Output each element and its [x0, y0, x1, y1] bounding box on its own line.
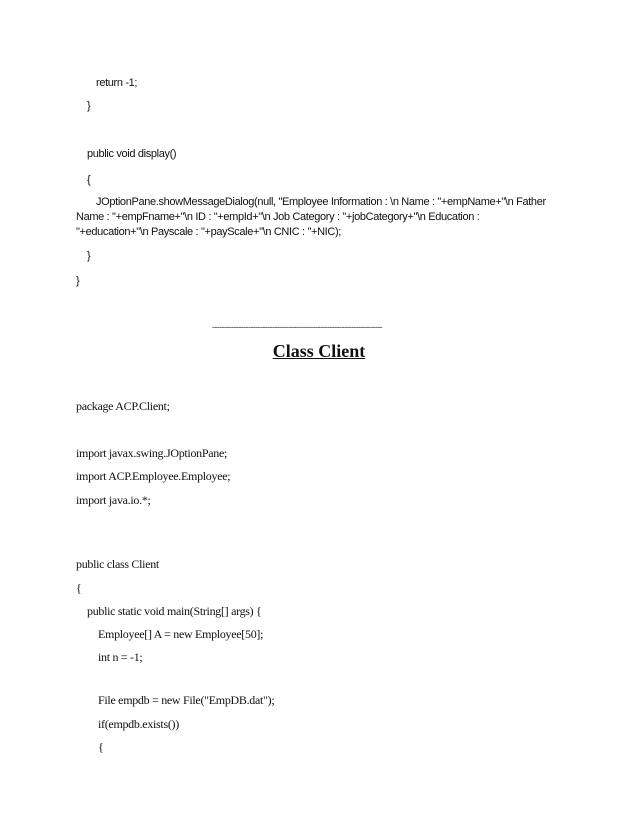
- code-line: File empdb = new File("EmpDB.dat");: [98, 693, 275, 707]
- code-line: import ACP.Employee.Employee;: [76, 469, 231, 483]
- code-line: package ACP.Client;: [76, 399, 170, 413]
- code-line: {: [98, 740, 104, 754]
- code-line: public static void main(String[] args) {: [87, 604, 262, 618]
- section-heading: Class Client: [272, 341, 366, 361]
- code-line: "+education+"\n Payscale : "+payScale+"\n CNIC : "+NIC);: [76, 226, 341, 238]
- code-line: if(empdb.exists()): [98, 717, 179, 731]
- code-line: {: [87, 174, 91, 186]
- code-line: public void display(): [87, 148, 177, 160]
- code-line: int n = -1;: [98, 650, 143, 664]
- code-line: JOptionPane.showMessageDialog(null, "Employee Information : \n Name : "+empName+"\n Father: [96, 196, 546, 208]
- code-line: import javax.swing.JOptionPane;: [76, 446, 228, 460]
- code-line: Name : "+empFname+"\n ID : "+empId+"\n Job Category : "+jobCategory+"\n Education :: [76, 211, 480, 223]
- code-line: }: [87, 250, 91, 262]
- code-line: Employee[] A = new Employee[50];: [98, 627, 264, 641]
- section-divider: -----------------------------------------------------------------------: [212, 322, 383, 332]
- code-line: }: [87, 100, 91, 112]
- code-line: public class Client: [76, 557, 159, 571]
- code-line: {: [76, 581, 82, 595]
- code-line: import java.io.*;: [76, 493, 151, 507]
- code-line: }: [76, 275, 80, 287]
- code-line: return -1;: [96, 77, 138, 89]
